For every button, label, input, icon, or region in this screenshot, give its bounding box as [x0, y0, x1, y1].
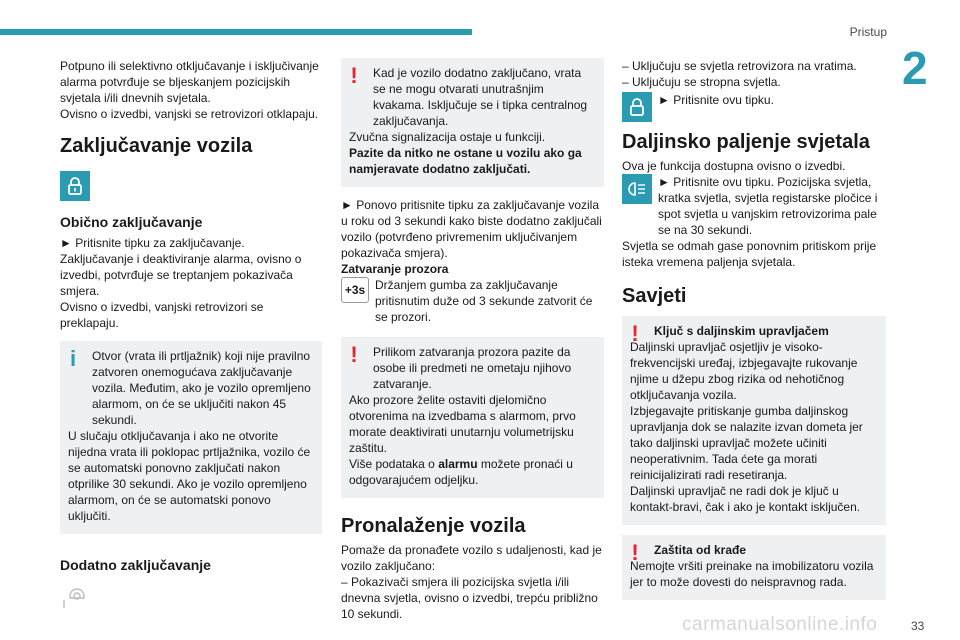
warning-icon: ! — [631, 321, 639, 346]
chapter-number: 2 — [902, 42, 928, 94]
remote-text-2: Svjetla se odmah gase ponovnim pritiskom prije isteka vremena paljenja svjetala. — [622, 239, 877, 269]
headlight-button-tile — [622, 174, 652, 204]
warning-text: Kad je vozilo dodatno zaključano, vrata se ne mogu otvarati unutrašnjim kvakama. Isključuje se i tipka centralnog zaključavanja. — [373, 66, 588, 128]
column-3 — [622, 58, 886, 600]
page-number: 33 — [911, 619, 925, 633]
column-2 — [341, 58, 604, 622]
info-note — [60, 341, 322, 534]
warning-note-windows — [341, 337, 604, 498]
remote-row — [622, 174, 886, 238]
windows-title: Zatvaranje prozora — [341, 262, 449, 276]
tip-title: Ključ s daljinskim upravljačem — [654, 324, 829, 338]
warning-note-deadlock — [341, 58, 604, 187]
lock-button-tile — [622, 92, 652, 122]
normal-text-2: Ovisno o izvedbi, vanjski retrovizori se preklapaju. — [60, 300, 264, 330]
tip-text: Nemojte vršiti preinake na imobilizatoru vozila jer to može dovesti do neispravnog rada. — [630, 559, 874, 589]
warning-icon: ! — [631, 540, 639, 565]
warning-icon: ! — [350, 63, 358, 88]
car-deadlock-icon — [60, 586, 94, 612]
intro-paragraph: Potpuno ili selektivno otključavanje i isključivanje alarma potvrđuje se bljeskanjem pozicijskih svjetala i/ili dnevnih svjetala. — [60, 59, 319, 105]
heading-normal-locking: Obično zaključavanje — [60, 214, 203, 230]
heading-deadlocking: Dodatno zaključavanje — [60, 557, 211, 573]
remote-text: Ova je funkcija dostupna ovisno o izvedbi. — [622, 159, 846, 173]
lock-closed-icon — [628, 97, 646, 117]
warning-icon: ! — [350, 342, 358, 367]
warning-text-a: Više podataka o — [349, 457, 439, 471]
deadlock-step: ► Ponovo pritisnite tipku za zaključavanje vozila u roku od 3 sekundi kako biste dodatno zaključali vozilo (potvrđeno privremenim uključivanjem pokazivača smjera). — [341, 198, 602, 260]
info-note-text: Otvor (vrata ili prtljažnik) koji nije pravilno zatvoren onemogućava zaključavanje vozila. Međutim, ako je vozilo opremljeno alarmom, on će se uključiti nakon 45 sekundi. — [92, 349, 311, 427]
find-text-2: – Pokazivači smjera ili pozicijska svjetla i/ili dnevna svjetla, ovisno o izvedbi, trepću približno 10 sekundi. — [341, 575, 598, 621]
section-title: Pristup — [849, 25, 887, 39]
warning-text-2: Ako prozore želite ostaviti djelomično otvorenima na izvedbama s alarmom, prvo morate deaktivirati unutarnju volumetrijsku zaštitu. — [349, 393, 576, 455]
intro-paragraph-2: Ovisno o izvedbi, vanjski se retrovizori otklapaju. — [60, 107, 319, 121]
normal-text: Zaključavanje i deaktiviranje alarma, ovisno o izvedbi, potvrđuje se treptanjem pokazivača smjera. — [60, 252, 302, 298]
warning-text: Prilikom zatvaranja prozora pazite da osobe ili predmeti ne ometaju njihovo zatvaranje. — [373, 345, 572, 391]
lock-closed-icon — [66, 176, 84, 196]
warning-text-3 — [349, 456, 596, 488]
warning-text-bold: Pazite da nitko ne ostane u vozilu ako ga namjeravate dodatno zaključati. — [349, 146, 582, 176]
windows-text: Držanjem gumba za zaključavanje pritisnutim duže od 3 sekunde zatvorit će se prozori. — [375, 278, 593, 324]
warning-note-key — [622, 316, 886, 525]
press-row — [622, 92, 886, 122]
press-text: ► Pritisnite ovu tipku. — [658, 93, 774, 107]
warning-text-c: možete pronaći u odgovarajućem odjeljku. — [349, 457, 573, 487]
tip-text-2: Izbjegavajte pritiskanje gumba daljinskog upravljanja dok se nalazite izvan dometa jer tako daljinski upravljač možete učiniti neoperativnim. Tada ćete ga morati reinicijalizirati radi resetiranja. — [630, 404, 863, 482]
warning-text-2: Zvučna signalizacija ostaje u funkciji. — [349, 130, 546, 144]
heading-lock-vehicle: Zaključavanje vozila — [60, 135, 253, 157]
info-icon: i — [69, 346, 77, 371]
remote-step: ► Pritisnite ovu tipku. Pozicijska svjetla, kratka svjetla, svjetla registarske pločice i spot svjetla u vanjskim retrovizorima pale se na 30 sekundi. — [658, 175, 878, 237]
heading-remote-lights: Daljinsko paljenje svjetala — [622, 131, 870, 153]
windows-row — [341, 277, 604, 325]
tip-text: Daljinski upravljač osjetljiv je visoko-frekvencijski uređaj, izbjegavajte rukovanje njime u džepu zbog rizika od nehotičnog otključavanja vozila. — [630, 340, 858, 402]
lock-button-tile — [60, 171, 90, 201]
list-item: – Uključuju se svjetla retrovizora na vratima. — [622, 59, 857, 73]
heading-tips: Savjeti — [622, 285, 687, 307]
tip-title: Zaštita od krađe — [654, 543, 747, 557]
header-accent-bar — [0, 29, 472, 35]
tip-text-3: Daljinski upravljač ne radi dok je ključ u kontakt-bravi, čak i ako je kontakt isključen. — [630, 484, 861, 514]
info-note-text-2: U slučaju otključavanja i ako ne otvorite nijedna vrata ili poklopac prtljažnika, vozilo će se automatski ponovno zaključati nakon otprilike 30 sekundi. Ako je vozilo opremljeno alarmom, on će se automatski ponovo uključiti. — [68, 429, 311, 523]
normal-step: ► Pritisnite tipku za zaključavanje. — [60, 236, 245, 250]
warning-note-theft — [622, 535, 886, 600]
headlight-icon — [627, 181, 647, 197]
hold-3s-icon: +3s — [341, 277, 369, 303]
column-1 — [60, 58, 322, 616]
heading-find-vehicle: Pronalaženje vozila — [341, 515, 526, 537]
deadlock-icon-wrap — [60, 586, 322, 616]
watermark: carmanualsonline.info — [682, 614, 878, 635]
find-text: Pomaže da pronađete vozilo s udaljenosti, kad je vozilo zaključano: — [341, 543, 602, 573]
list-item: – Uključuju se stropna svjetla. — [622, 75, 781, 89]
alarm-reference: alarmu — [438, 457, 478, 471]
